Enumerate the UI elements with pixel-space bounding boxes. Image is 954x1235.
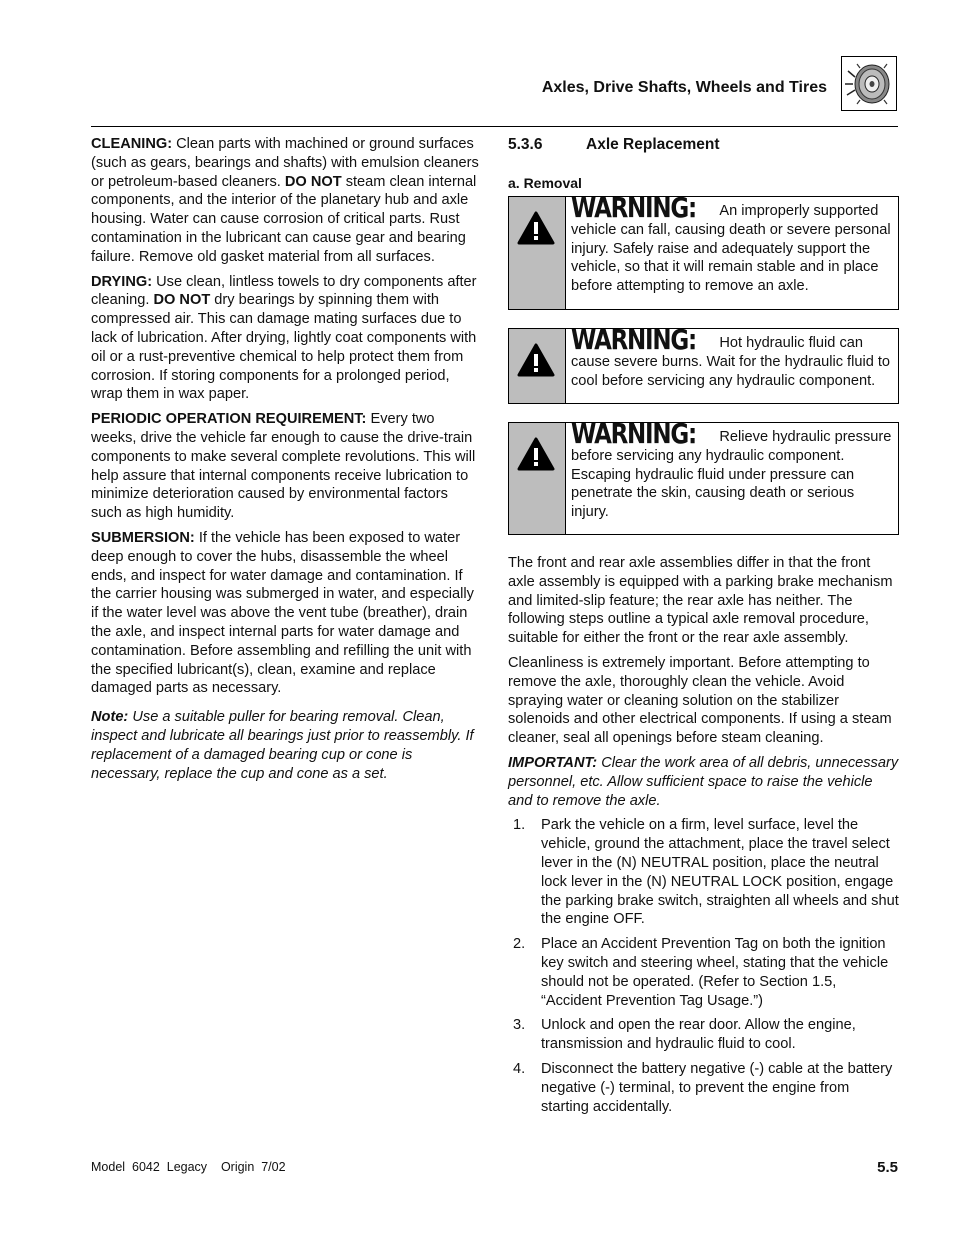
left-column bbox=[91, 135, 481, 789]
periodic-label: PERIODIC OPERATION REQUIREMENT: bbox=[91, 411, 367, 428]
list-item bbox=[508, 816, 900, 929]
submersion-text: If the vehicle has been exposed to water deep enough to cover the hubs, disassemble the wheel ends, and inspect for water damage and contamination. If the carrier housing was submerged in water, and especially if the water level was above the vent tube (breather), drain the axle, and inspect internal parts for water damage and contamination. Before assembling and refilling the unit with the specified lubricant(s), clean, examine and replace damaged parts as necessary. bbox=[91, 529, 474, 697]
important-label: IMPORTANT: bbox=[508, 754, 598, 771]
warning-word: WARNING: bbox=[571, 323, 696, 356]
warning-sidebar bbox=[509, 423, 566, 534]
note-paragraph bbox=[91, 708, 481, 783]
warning-word: WARNING: bbox=[571, 417, 696, 450]
header-rule bbox=[91, 126, 898, 127]
step-number: 2. bbox=[513, 936, 526, 953]
warning-sidebar bbox=[509, 329, 566, 403]
drying-paragraph bbox=[91, 273, 481, 405]
axle-differences-paragraph: The front and rear axle assemblies differ in that the front axle assembly is equipped with a parking brake mechanism and limited-slip feature; the rear axle has neither. The following steps outline a typical axle removal procedure, suitable for either the front or the rear axle assembly. bbox=[508, 555, 893, 647]
cleaning-paragraph bbox=[91, 135, 481, 267]
warning-triangle-icon bbox=[517, 437, 555, 471]
footer-model-info: Model 6042 Legacy Origin 7/02 bbox=[91, 1160, 286, 1174]
drying-text-2: dry bearings by spinning them with compressed air. This can damage mating surfaces due to lack of lubrication. After drying, lightly coat components with oil or a rust-preventive chemical to help protect them from corrosion. If storing components for a prolonged period, wrap them in wax paper. bbox=[91, 292, 477, 403]
section-title: Axle Replacement bbox=[586, 136, 720, 153]
submersion-paragraph bbox=[91, 529, 481, 698]
cleaning-text-1: Clean parts with machined or ground surfaces (such as gears, bearings and shafts) with emulsion cleaners or petroleum-based cleaners. bbox=[91, 136, 479, 190]
important-paragraph bbox=[508, 754, 900, 810]
list-item bbox=[508, 1060, 900, 1116]
warning-sidebar bbox=[509, 197, 566, 309]
drying-text-1: Use clean, lintless towels to dry components after cleaning. bbox=[91, 273, 477, 309]
cleaning-label: CLEANING: bbox=[91, 136, 173, 152]
warning-triangle-icon bbox=[517, 343, 555, 377]
warning-word: WARNING: bbox=[571, 191, 696, 224]
section-number: 5.3.6 bbox=[508, 136, 543, 153]
removal-steps-list bbox=[508, 816, 900, 1116]
step-text: Park the vehicle on a firm, level surface, level the vehicle, ground the attachment, place the travel select lever in the (N) NEUTRAL position, place the neutral lock lever in the (N) NEUTRAL LOCK position, engage the parking brake switch, straighten all wheels and shut the engine OFF. bbox=[541, 817, 899, 928]
cleanliness-paragraph: Cleanliness is extremely important. Before attempting to remove the axle, thoroughly clean the vehicle. Avoid spraying water or cleaning solution on the stabilizer solenoids and other electrical components. If using a steam cleaner, seal all openings before steam cleaning. bbox=[508, 654, 892, 747]
list-item bbox=[508, 935, 900, 1010]
step-number: 4. bbox=[513, 1060, 526, 1077]
step-text: Disconnect the battery negative (-) cable at the battery negative (-) terminal, to prevent the engine from starting accidentally. bbox=[541, 1060, 893, 1115]
step-number: 1. bbox=[513, 817, 526, 834]
warning-body bbox=[566, 191, 898, 309]
step-text: Place an Accident Prevention Tag on both the ignition key switch and steering wheel, stating that the vehicle should not be operated. (Refer to Section 1.5, “Accident Prevention Tag Usage.”) bbox=[541, 936, 889, 1009]
subsection-heading: a. Removal bbox=[508, 175, 582, 191]
warning-text: Hot hydraulic fluid can cause severe burns. Wait for the hydraulic fluid to cool before servicing any hydraulic component. bbox=[571, 335, 891, 389]
section-heading bbox=[508, 136, 900, 162]
important-text: Clear the work area of all debris, unnecessary personnel, etc. Allow sufficient space to raise the vehicle and to remove the axle. bbox=[508, 754, 899, 809]
warning-box-3 bbox=[508, 417, 899, 535]
page-number: 5.5 bbox=[877, 1159, 898, 1176]
cleaning-text-2: steam clean internal components, and the interior of the planetary hub and axle housing. Water can cause corrosion of critical parts. Rust contamination in the lubricant can cause gear and bearing failure. Remove old gasket material from all surfaces. bbox=[91, 173, 477, 265]
periodic-text: Every two weeks, drive the vehicle far enough to cause the drive-train components to make several complete revolutions. This will help assure that internal components receive lubrication to minimize deterioration caused by environmental factors such as high humidity. bbox=[91, 411, 476, 522]
warning-body bbox=[566, 417, 898, 534]
periodic-paragraph bbox=[91, 410, 481, 523]
warning-box-2 bbox=[508, 323, 899, 404]
warning-text: An improperly supported vehicle can fall, causing death or severe personal injury. Safely raise and adequately support the vehicle, so that it will remain stable and in place before attempting to remove an axle. bbox=[571, 203, 891, 295]
page-header-title: Axles, Drive Shafts, Wheels and Tires bbox=[541, 79, 827, 96]
note-label: Note: bbox=[91, 709, 129, 726]
step-number: 3. bbox=[513, 1017, 526, 1034]
drying-emphasis: DO NOT bbox=[153, 292, 211, 309]
warning-triangle-icon bbox=[517, 211, 555, 245]
warning-text: Relieve hydraulic pressure before servicing any hydraulic component. Escaping hydraulic fluid under pressure can penetrate the skin, causing death or serious injury. bbox=[571, 429, 892, 521]
step-text: Unlock and open the rear door. Allow the engine, transmission and hydraulic fluid to cool. bbox=[541, 1017, 856, 1053]
note-text: Use a suitable puller for bearing removal. Clean, inspect and lubricate all bearings just prior to reassembly. If replacement of a damaged bearing cup or cone is necessary, replace the cup and cone as a set. bbox=[91, 709, 474, 782]
warning-body bbox=[566, 323, 898, 403]
warning-box-1 bbox=[508, 191, 899, 310]
cleaning-emphasis: DO NOT bbox=[284, 173, 342, 190]
drying-label: DRYING: bbox=[91, 273, 153, 290]
submersion-label: SUBMERSION: bbox=[91, 529, 195, 546]
right-column bbox=[508, 135, 900, 1122]
list-item bbox=[508, 1016, 900, 1054]
wheel-tire-icon bbox=[841, 56, 897, 111]
